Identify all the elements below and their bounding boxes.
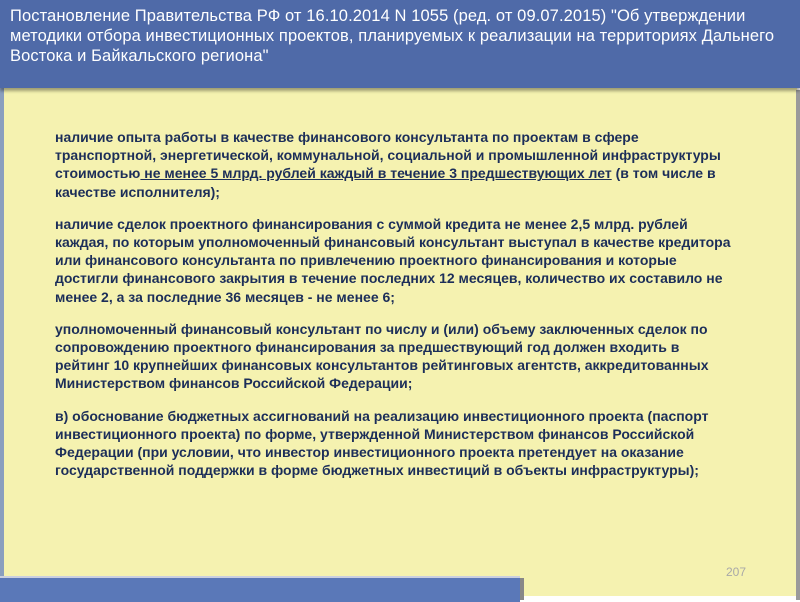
paragraph-experience-text: наличие опыта работы в качестве финансового консультанта по проектам в сфере транспортной, энергетической, коммунальной, социальной и промышленной инфраструктуры стоимостью [55,129,721,182]
left-accent-bar [0,88,4,596]
page-number: 207 [726,565,747,579]
page-title: Постановление Правительства РФ от 16.10.2014 N 1055 (ред. от 09.07.2015) "Об утверждении методики отбора инвестиционных проектов, планируемых к реализации на территориях Дальнего Востока и Байкальского региона" [10,7,775,65]
body-text [55,128,735,479]
paragraph-experience [55,128,735,201]
right-shadow [796,90,800,600]
slide-header [0,0,800,88]
footer-bar [0,576,520,602]
paragraph-deals: наличие сделок проектного финансирования с суммой кредита не менее 2,5 млрд. рублей каждая, по которым уполномоченный финансовый консультант выступал в качестве кредитора или финансового консультанта по привлечению проектного финансирования и которые достигли финансового закрытия в течение последних 12 месяцев, количество их составило не менее 2, а за последние 36 месяцев - не менее 6; [55,215,731,305]
underlined-requirement: не менее 5 млрд. рублей каждый в течение 3 предшествующих лет [140,165,612,182]
paragraph-rating: уполномоченный финансовый консультант по числу и (или) объему заключенных сделок по сопровождению проектного финансирования за предшествующий год должен входить в рейтинг 10 крупнейших финансовых консультантов рейтинговых агентств, аккредитованных Министерством финансов Российской Федерации; [55,320,709,392]
footer-shadow [520,578,524,600]
paragraph-experience-tail: (в том числе в качестве исполнителя); [55,165,716,200]
paragraph-budget: в) обоснование бюджетных ассигнований на реализацию инвестиционного проекта (паспорт инвестиционного проекта) по форме, утвержденной Министерством финансов Российской Федерации (при условии, что инвестор инвестиционного проекта претендует на оказание государственной поддержки в форме бюджетных инвестиций в объекты инфраструктуры); [55,407,709,479]
